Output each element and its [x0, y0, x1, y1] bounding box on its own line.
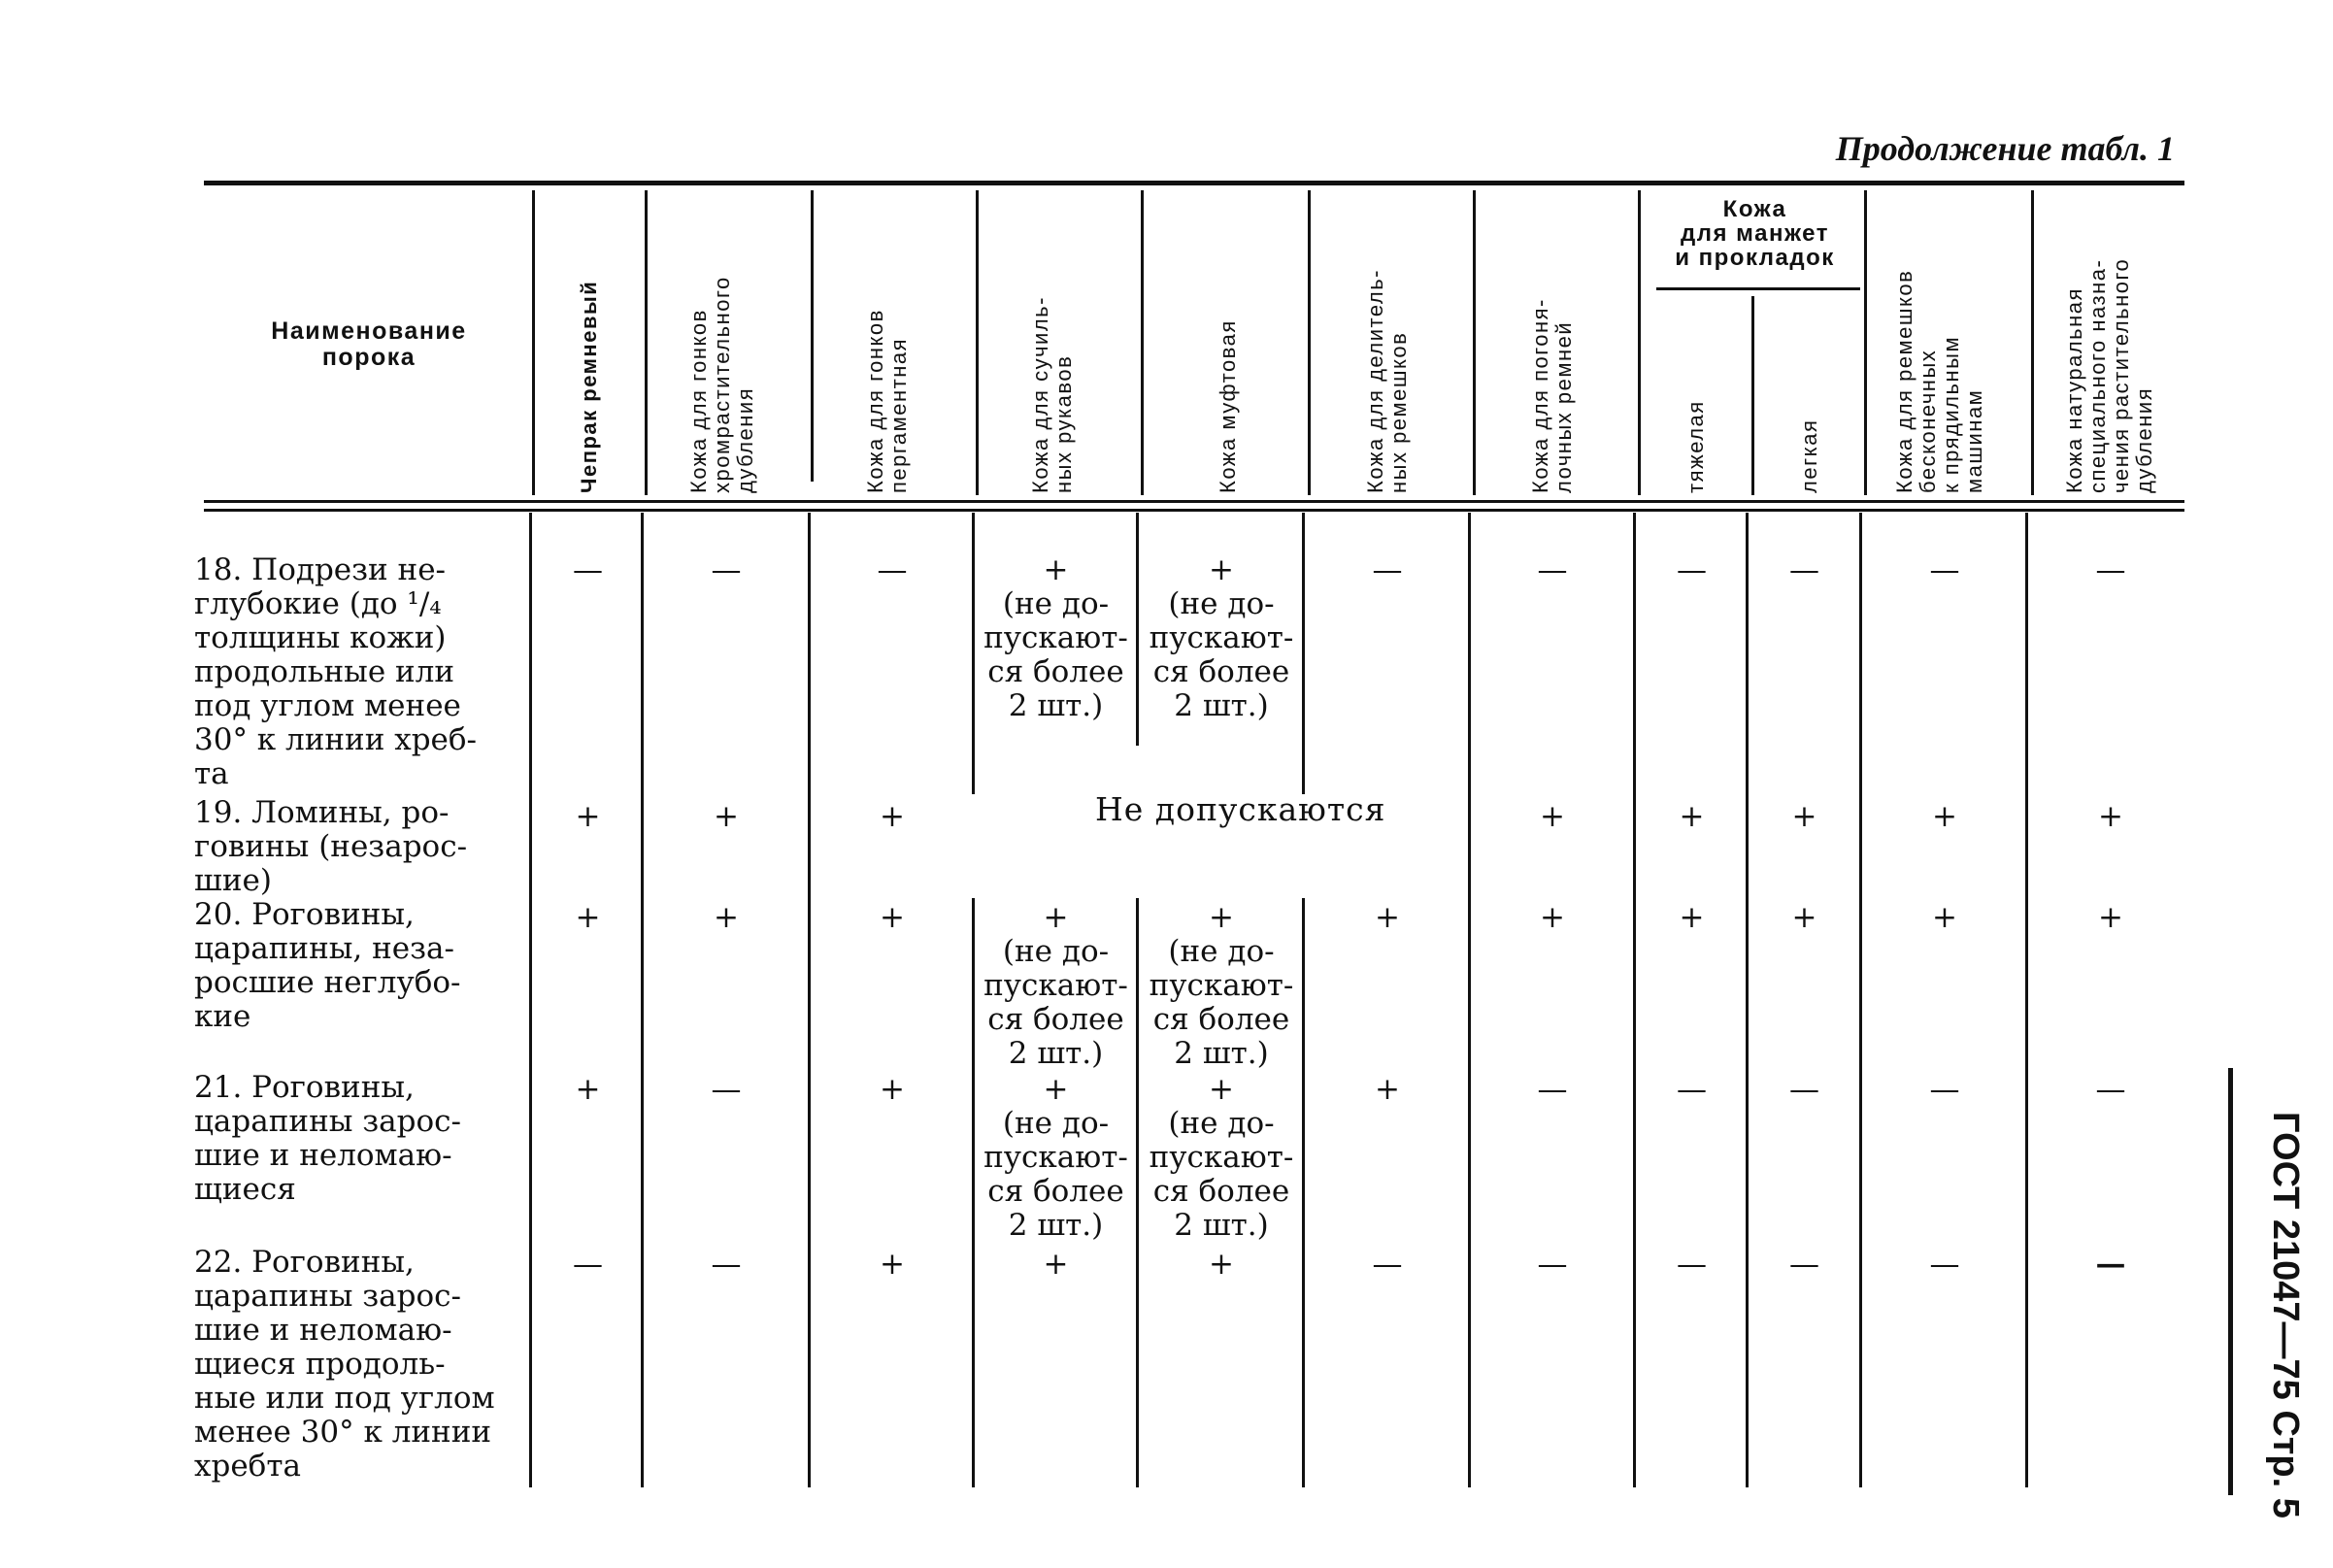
header-divider [645, 190, 648, 495]
row-20-cell-6: + [1375, 900, 1400, 935]
header-group-label: Кожа для манжет и прокладок [1675, 196, 1835, 271]
row-22-cell-4: + [1043, 1247, 1069, 1282]
row-22-cell-3: + [880, 1247, 905, 1282]
body-divider [1468, 513, 1471, 1487]
header-col-9: легкая [1797, 418, 1821, 493]
row-19-span-not-allowed: Не допускаются [1095, 790, 1386, 828]
row-22-cell-7: — [1537, 1247, 1568, 1282]
row-21-cell-7: — [1537, 1072, 1568, 1107]
row-21-cell-3: + [880, 1072, 905, 1107]
row-18-cell-3: — [877, 552, 908, 587]
header-col-2: Кожа для гонков хромрастительного дубления [686, 276, 757, 493]
header-col-11: Кожа натуральная специального назна- чения растительного дубления [2062, 257, 2156, 493]
row-21-name: 21. Роговины, царапины зарос- шие и неломаю- щиеся [194, 1070, 461, 1207]
header-col-1: Чепрак ремневый [577, 280, 601, 493]
row-22-cell-6: — [1372, 1247, 1403, 1282]
body-divider [2025, 513, 2028, 1487]
row-20-cell-9: + [1791, 900, 1817, 935]
row-19-cell-7: + [1540, 799, 1565, 834]
header-bottom-rule-1 [204, 500, 2184, 503]
header-divider [1141, 190, 1144, 495]
header-col-6: Кожа для делитель- ных ремешков [1363, 269, 1411, 493]
header-divider [2031, 190, 2034, 495]
table-top-rule [204, 181, 2184, 185]
row-21-cell-9: — [1789, 1072, 1819, 1107]
body-divider [1746, 513, 1749, 1487]
row-22-name: 22. Роговины, царапины зарос- шие и неломаю- щиеся продоль- ные или под углом менее 30° к линии хребта [194, 1245, 495, 1484]
row-22-cell-5: + [1209, 1247, 1234, 1282]
body-divider [1633, 513, 1636, 1487]
header-divider [532, 190, 535, 495]
row-22-cell-10: — [1929, 1247, 1960, 1282]
header-divider [976, 190, 979, 495]
header-col-7: Кожа для погоня- лочных ремней [1528, 298, 1576, 493]
row-22-cell-11: — [2095, 1247, 2126, 1282]
header-divider [1638, 190, 1641, 495]
row-18-cell-9: — [1789, 552, 1819, 587]
header-col-3: Кожа для гонков пергаментная [863, 309, 911, 493]
row-19-cell-9: + [1791, 799, 1817, 834]
row-18-cell-8: — [1677, 552, 1707, 587]
row-19-cell-3: + [880, 799, 905, 834]
row-20-cell-4: + (не до- пускают- ся более 2 шт.) [983, 900, 1128, 1071]
row-20-cell-5: + (не до- пускают- ся более 2 шт.) [1149, 900, 1294, 1071]
row-19-cell-1: + [575, 799, 601, 834]
row-21-cell-1: + [575, 1072, 601, 1107]
header-col-4: Кожа для сучиль- ных рукавов [1028, 296, 1076, 493]
row-18-cell-2: — [711, 552, 742, 587]
row-22-cell-9: — [1789, 1247, 1819, 1282]
row-18-cell-11: — [2095, 552, 2126, 587]
row-21-cell-10: — [1929, 1072, 1960, 1107]
row-18-cell-10: — [1929, 552, 1960, 587]
row-21-cell-8: — [1677, 1072, 1707, 1107]
side-label: ГОСТ 21047—75 Стр. 5 [2265, 1112, 2306, 1518]
row-22-cell-8: — [1677, 1247, 1707, 1282]
row-18-cell-5: + (не до- пускают- ся более 2 шт.) [1149, 552, 1294, 723]
row-21-cell-11: — [2095, 1072, 2126, 1107]
row-18-cell-1: — [573, 552, 603, 587]
row-20-cell-10: + [1932, 900, 1957, 935]
row-19-cell-10: + [1932, 799, 1957, 834]
row-19-cell-2: + [714, 799, 739, 834]
row-22-cell-1: — [573, 1247, 603, 1282]
row-18-cell-4: + (не до- пускают- ся более 2 шт.) [983, 552, 1128, 723]
row-18-cell-6: — [1372, 552, 1403, 587]
row-19-cell-8: + [1679, 799, 1705, 834]
page-title: Продолжение табл. 1 [1835, 129, 2175, 168]
row-18-name: 18. Подрези не- глубокие (до ¹/₄ толщины кожи) продольные или под углом менее 30° к линии хреб- та [194, 552, 478, 791]
row-21-cell-2: — [711, 1072, 742, 1107]
row-20-cell-8: + [1679, 900, 1705, 935]
row-19-name: 19. Ломины, ро- говины (незарос- шие) [194, 795, 468, 898]
header-divider [811, 190, 814, 482]
row-19-cell-11: + [2098, 799, 2123, 834]
row-18-cell-7: — [1537, 552, 1568, 587]
row-20-cell-7: + [1540, 900, 1565, 935]
header-col-8: тяжелая [1683, 400, 1708, 493]
header-divider [1308, 190, 1311, 495]
header-col-10: Кожа для ремешков бесконечных к прядильным машинам [1892, 269, 1986, 493]
header-name-column: Наименование порока [271, 317, 467, 371]
header-divider [1473, 190, 1476, 495]
body-divider [1859, 513, 1862, 1487]
row-21-cell-5: + (не до- пускают- ся более 2 шт.) [1149, 1072, 1294, 1243]
header-bottom-rule-2 [204, 509, 2184, 512]
row-21-cell-6: + [1375, 1072, 1400, 1107]
body-divider [808, 513, 811, 1487]
row-21-cell-4: + (не до- пускают- ся более 2 шт.) [983, 1072, 1128, 1243]
body-divider [641, 513, 644, 1487]
group-header-rule [1656, 287, 1860, 290]
row-20-name: 20. Роговины, царапины, неза- росшие неглубо- кие [194, 897, 461, 1034]
body-divider [529, 513, 532, 1487]
row-22-cell-2: — [711, 1247, 742, 1282]
row-20-cell-1: + [575, 900, 601, 935]
row-20-cell-11: + [2098, 900, 2123, 935]
header-divider [1864, 190, 1867, 495]
header-divider [1751, 296, 1754, 495]
row-20-cell-2: + [714, 900, 739, 935]
row-20-cell-3: + [880, 900, 905, 935]
header-col-5: Кожа муфтовая [1216, 319, 1240, 493]
